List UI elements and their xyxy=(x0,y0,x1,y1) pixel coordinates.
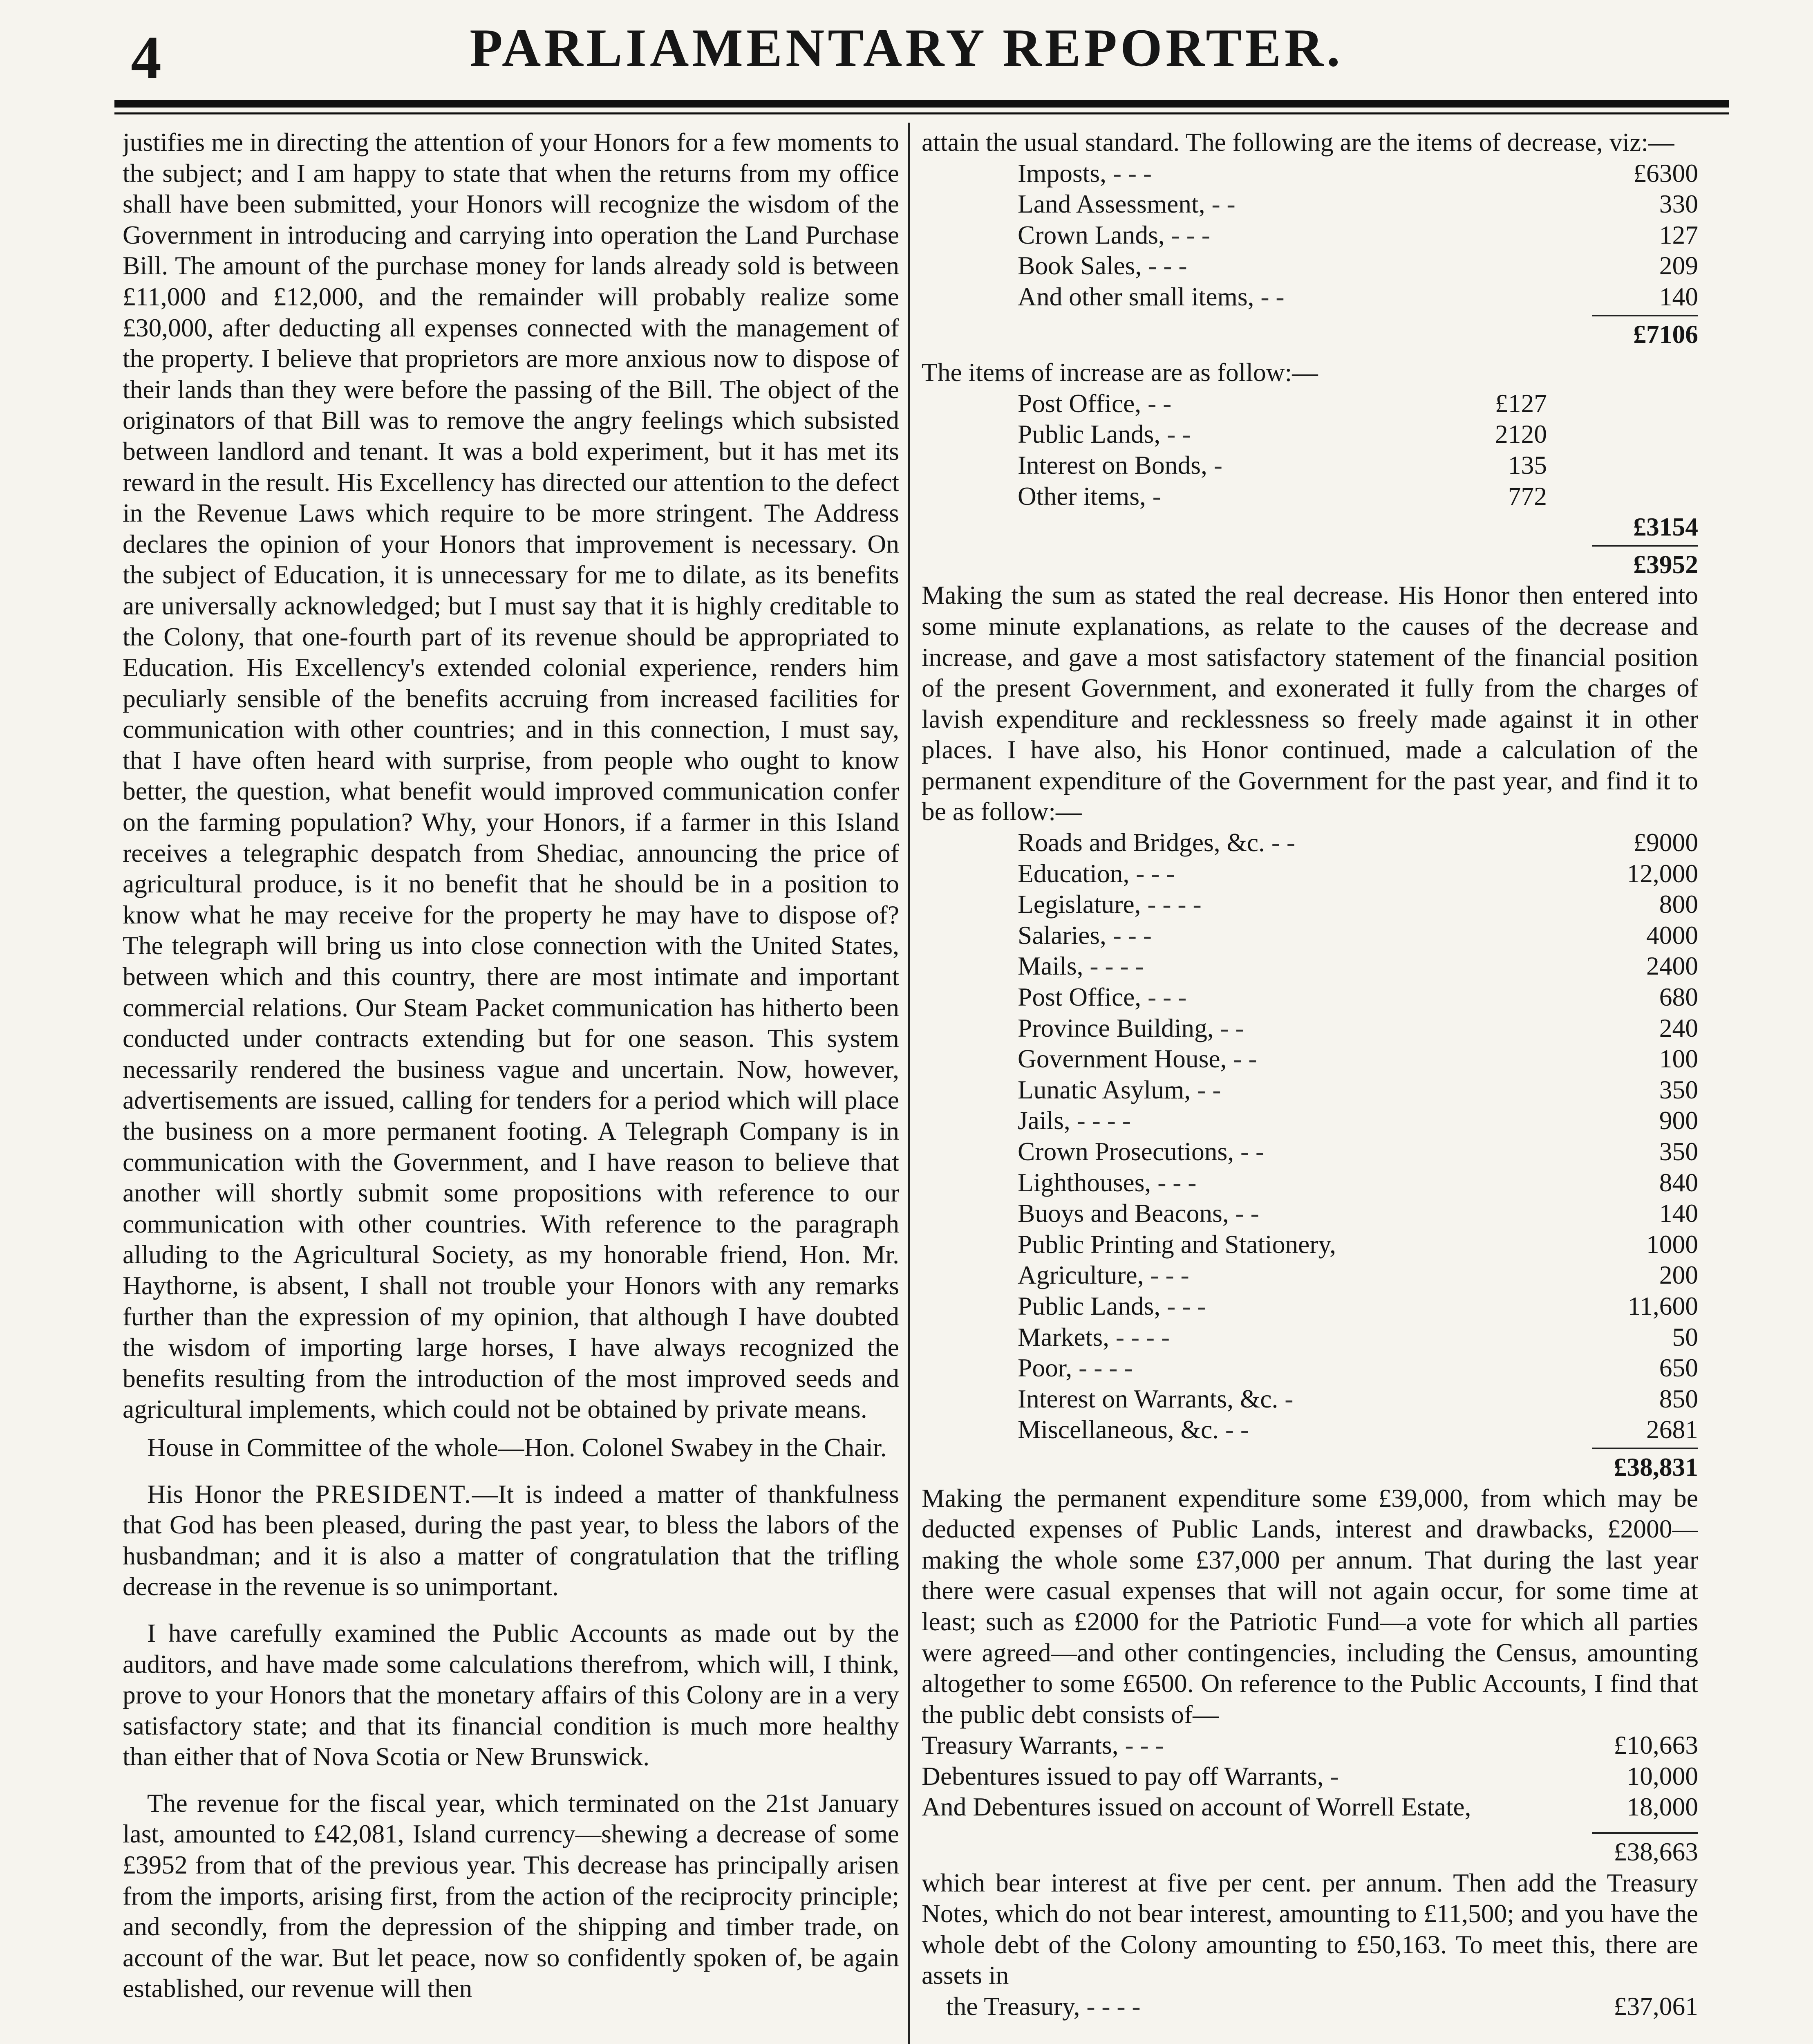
table-row xyxy=(922,1352,1698,1383)
table-row xyxy=(922,1730,1698,1761)
item-amount: 12,000 xyxy=(1627,858,1698,888)
item-amount: 18,000 xyxy=(1627,1792,1698,1822)
total-row xyxy=(922,511,1698,542)
increase-table xyxy=(922,388,1698,580)
debt-total: £38,663 xyxy=(1614,1837,1698,1867)
total-row xyxy=(922,319,1698,350)
table-row xyxy=(922,1791,1698,1822)
masthead-rule-thin xyxy=(114,112,1729,114)
item-label: Imposts, - - - xyxy=(1018,158,1152,188)
item-label: And other small items, - - xyxy=(1018,282,1285,311)
table-row xyxy=(922,1260,1698,1291)
masthead-rule xyxy=(114,100,1729,108)
speaker-name: PRESIDENT. xyxy=(315,1479,472,1508)
paragraph: The items of increase are as follow:— xyxy=(922,358,1318,387)
table-row xyxy=(922,827,1698,858)
item-amount: 50 xyxy=(1672,1322,1698,1351)
table-row xyxy=(922,188,1698,220)
left-column xyxy=(123,127,899,2044)
paragraph: Making the sum as stated the real decrease. His Honor then entered into some minute explanations, as relate to the causes of the decrease and increase, and gave a most satisfactory statement of the financial position of the present Government, and exonerated it fully from the charges of lavish expenditure and recklessness so freely made against it in other places. I have also, his Honor continued, made a calculation of the permanent expenditure of the Government for the past year, and find it to be as follow:— xyxy=(922,580,1698,826)
item-label: Jails, - - - - xyxy=(1018,1106,1131,1135)
item-amount: 2681 xyxy=(1646,1415,1698,1444)
table-row xyxy=(922,1167,1698,1198)
item-amount: 200 xyxy=(1659,1260,1698,1290)
paragraph xyxy=(123,1479,899,1602)
item-amount: 4000 xyxy=(1646,920,1698,950)
table-row xyxy=(922,388,1698,419)
sum-rule xyxy=(1592,1832,1698,1834)
table-row xyxy=(922,450,1698,481)
item-amount: 330 xyxy=(1659,189,1698,219)
item-label: Lighthouses, - - - xyxy=(1018,1168,1197,1197)
item-label: Debentures issued to pay off Warrants, - xyxy=(922,1761,1339,1791)
item-amount: 209 xyxy=(1659,251,1698,280)
total-row xyxy=(922,549,1698,580)
item-label: Salaries, - - - xyxy=(1018,920,1152,950)
item-label: And Debentures issued on account of Worrell Estate, xyxy=(922,1792,1471,1822)
item-amount: 140 xyxy=(1659,282,1698,311)
item-label: Public Lands, - - - xyxy=(1018,1291,1206,1320)
item-label: Book Sales, - - - xyxy=(1018,251,1187,280)
paragraph: House in Committee of the whole—Hon. Colonel Swabey in the Chair. xyxy=(147,1432,887,1462)
total-row xyxy=(922,1836,1698,1867)
table-row xyxy=(922,1105,1698,1136)
paragraph: The revenue for the fiscal year, which terminated on the 21st January last, amounted to £42,081, Island currency—shewing a decrease of some £3952 from that of the previous year. This decrease has principally arisen from the imports, arising first, from the action of the reciprocity principle; and secondly, from the depression of the shipping and timber trade, on account of the war. But let peace, now so confidently spoken of, be again established, our revenue will then xyxy=(123,1788,899,2003)
item-label: Government House, - - xyxy=(1018,1044,1257,1074)
masthead-title: PARLIAMENTARY REPORTER. xyxy=(470,18,1343,78)
table-row xyxy=(922,1198,1698,1229)
table-row xyxy=(922,1383,1698,1414)
assets-row xyxy=(922,1991,1698,2022)
item-amount: 350 xyxy=(1659,1137,1698,1166)
item-amount: 900 xyxy=(1659,1106,1698,1135)
item-label: Land Assessment, - - xyxy=(1018,189,1236,219)
total-row xyxy=(922,1452,1698,1483)
item-label: Province Building, - - xyxy=(1018,1013,1244,1042)
item-label: Public Printing and Stationery, xyxy=(1018,1229,1336,1259)
item-label: Lunatic Asylum, - - xyxy=(1018,1075,1221,1104)
item-amount: 650 xyxy=(1659,1353,1698,1383)
paragraph: Making the permanent expenditure some £39,000, from which may be deducted expenses of Public Lands, interest and drawbacks, £2000—making the whole some £37,000 per annum. That during the last year there were casual expenses that will not again occur, for some time at least; such as £2000 for the Patriotic Fund—a vote for which all parties were agreed—and other contingencies, including the Census, amounting altogether to some £6500. On reference to the Public Accounts, I find that the public debt consists of— xyxy=(922,1483,1698,1729)
item-label: Crown Lands, - - - xyxy=(1018,220,1210,249)
table-row xyxy=(922,950,1698,982)
table-row xyxy=(922,1761,1698,1792)
column-divider xyxy=(908,123,910,2044)
increase-total: £3154 xyxy=(1633,512,1698,542)
table-row xyxy=(922,1043,1698,1074)
speaker-intro: His Honor the xyxy=(147,1479,316,1508)
item-label: Buoys and Beacons, - - xyxy=(1018,1199,1259,1228)
item-label: Post Office, - - - xyxy=(1018,982,1187,1012)
paragraph: justifies me in directing the attention of your Honors for a few moments to the subject; and I am happy to state that when the returns from my office shall have been submitted, your Honors will recognize the wisdom of the Government in introducing and carrying into operation the Land Purchase Bill. The amount of the purchase money for lands already sold is between £11,000 and £12,000, and the remainder will probably realize some £30,000, after deducting all expenses connected with the management of the property. I believe that proprietors are more anxious now to dispose of their lands than they were before the passing of the Bill. The object of the originators of that Bill was to remove the angry feelings which subsisted between landlord and tenant. It was a bold experiment, but it has met its reward in the result. His Excellency has directed our attention to the defect in the Revenue Laws which require to be more stringent. The Address declares the opinion of your Honors that improvement is necessary. On the subject of Education, it is unnecessary for me to dilate, as its benefits are universally acknowledged; but I must say that it is highly creditable to the Colony, that one-fourth part of its revenue should be appropriated to Education. His Excellency's extended colonial experience, renders him peculiarly sensible of the benefits accruing from increased facilities for communication with other countries; and in this connection, I must say, that I have often heard with surprise, from people who ought to know better, the question, what benefit would improved communication confer on the farming population? Why, your Honors, if a farmer in this Island receives a telegraphic despatch from Shediac, announcing the price of agricultural produce, is it no benefit that he should be in a position to know what he may receive for the property he may have to dispose of? The telegraph will bring us into close connection with the United States, between which and this country, there are most intimate and important commercial relations. Our Steam Packet communication has hitherto been conducted under contracts extending but for one season. This system necessarily rendered the business vague and uncertain. Now, however, advertisements are issued, calling for tenders for a period which will place the business on a more permanent footing. A Telegraph Company is in communication with the Government, and I have reason to believe that another will shortly submit some propositions with reference to our communication with other countries. With reference to the paragraph alluding to the Agricultural Society, as my honorable friend, Hon. Mr. Haythorne, is absent, I shall not trouble your Honors with any remarks further than the expression of my opinion, that although I have doubted the wisdom of importing large horses, I have always recognized the benefits resulting from the introduction of the most improved seeds and agricultural implements, which could not be obtained by private means. xyxy=(123,128,899,1424)
item-label: Mails, - - - - xyxy=(1018,951,1144,981)
table-row xyxy=(922,481,1698,512)
item-amount: £127 xyxy=(1495,388,1547,418)
table-row xyxy=(922,982,1698,1013)
net-decrease: £3952 xyxy=(1633,549,1698,579)
item-label: Roads and Bridges, &c. - - xyxy=(1018,828,1295,857)
table-row xyxy=(922,1291,1698,1322)
table-row xyxy=(922,1013,1698,1044)
item-label: Crown Prosecutions, - - xyxy=(1018,1137,1265,1166)
item-amount: 772 xyxy=(1508,481,1547,511)
sum-rule xyxy=(1592,1448,1698,1449)
item-amount: 127 xyxy=(1659,220,1698,249)
table-row xyxy=(922,1322,1698,1353)
paragraph: which bear interest at five per cent. per annum. Then add the Treasury Notes, which do not bear interest, amounting to £11,500; and you have the whole debt of the Colony amounting to £50,163. To meet this, there are assets in xyxy=(922,1868,1698,1990)
item-amount: 2120 xyxy=(1495,419,1547,449)
table-row xyxy=(922,1414,1698,1445)
item-amount: 135 xyxy=(1508,450,1547,480)
debt-table xyxy=(922,1730,1698,1867)
item-label: Other items, - xyxy=(1018,481,1161,511)
table-row xyxy=(922,1136,1698,1167)
table-row xyxy=(922,889,1698,920)
table-row xyxy=(922,858,1698,889)
decrease-total: £7106 xyxy=(1633,319,1698,349)
page-number: 4 xyxy=(131,24,161,92)
item-amount: 800 xyxy=(1659,890,1698,919)
item-amount: 850 xyxy=(1659,1384,1698,1413)
table-row xyxy=(922,920,1698,951)
paragraph: attain the usual standard. The following are the items of decrease, viz:— xyxy=(922,128,1674,157)
item-label: Interest on Warrants, &c. - xyxy=(1018,1384,1294,1413)
paragraph-text: —It is indeed a matter of thankfulness that God has been pleased, during the past year, to bless the labors of the husbandman; and it is also a matter of congratulation that the trifling decrease in the revenue is so unimportant. xyxy=(123,1479,899,1601)
item-label: Interest on Bonds, - xyxy=(1018,450,1222,480)
item-label: Legislature, - - - - xyxy=(1018,890,1202,919)
item-amount: 1000 xyxy=(1646,1229,1698,1259)
table-row xyxy=(922,281,1698,312)
item-amount: 100 xyxy=(1659,1044,1698,1074)
item-amount: £9000 xyxy=(1633,828,1698,857)
item-label: the Treasury, - - - - xyxy=(946,1992,1141,2021)
item-amount: 2400 xyxy=(1646,951,1698,981)
table-row xyxy=(922,419,1698,450)
table-row xyxy=(922,158,1698,189)
item-label: Public Lands, - - xyxy=(1018,419,1191,449)
item-amount: 11,600 xyxy=(1627,1291,1698,1320)
item-label: Education, - - - xyxy=(1018,858,1175,888)
item-label: Markets, - - - - xyxy=(1018,1322,1170,1351)
item-amount: 240 xyxy=(1659,1013,1698,1042)
expenditure-total: £38,831 xyxy=(1614,1452,1698,1481)
item-label: Post Office, - - xyxy=(1018,388,1172,418)
table-row xyxy=(922,1074,1698,1105)
item-amount: £10,663 xyxy=(1614,1730,1698,1760)
item-label: Treasury Warrants, - - - xyxy=(922,1730,1164,1760)
table-row xyxy=(922,220,1698,251)
item-amount: £6300 xyxy=(1633,158,1698,188)
table-row xyxy=(922,250,1698,281)
paragraph: I have carefully examined the Public Accounts as made out by the auditors, and have made some calculations therefrom, which will, I think, prove to your Honors that the monetary affairs of this Colony are in a very satisfactory state; and that its financial condition is much more healthy than either that of Nova Scotia or New Brunswick. xyxy=(123,1618,899,1771)
item-amount: 680 xyxy=(1659,982,1698,1012)
item-amount: 350 xyxy=(1659,1075,1698,1104)
item-amount: £37,061 xyxy=(1614,1992,1698,2021)
sum-rule xyxy=(1592,545,1698,547)
item-amount: 10,000 xyxy=(1627,1761,1698,1791)
decrease-table xyxy=(922,158,1698,350)
item-label: Poor, - - - - xyxy=(1018,1353,1133,1383)
item-amount: 840 xyxy=(1659,1168,1698,1197)
expenditure-table xyxy=(922,827,1698,1482)
item-label: Miscellaneous, &c. - - xyxy=(1018,1415,1249,1444)
right-column xyxy=(922,127,1698,2044)
item-amount: 140 xyxy=(1659,1199,1698,1228)
table-row xyxy=(922,1229,1698,1260)
item-label: Agriculture, - - - xyxy=(1018,1260,1189,1290)
sum-rule xyxy=(1592,315,1698,316)
